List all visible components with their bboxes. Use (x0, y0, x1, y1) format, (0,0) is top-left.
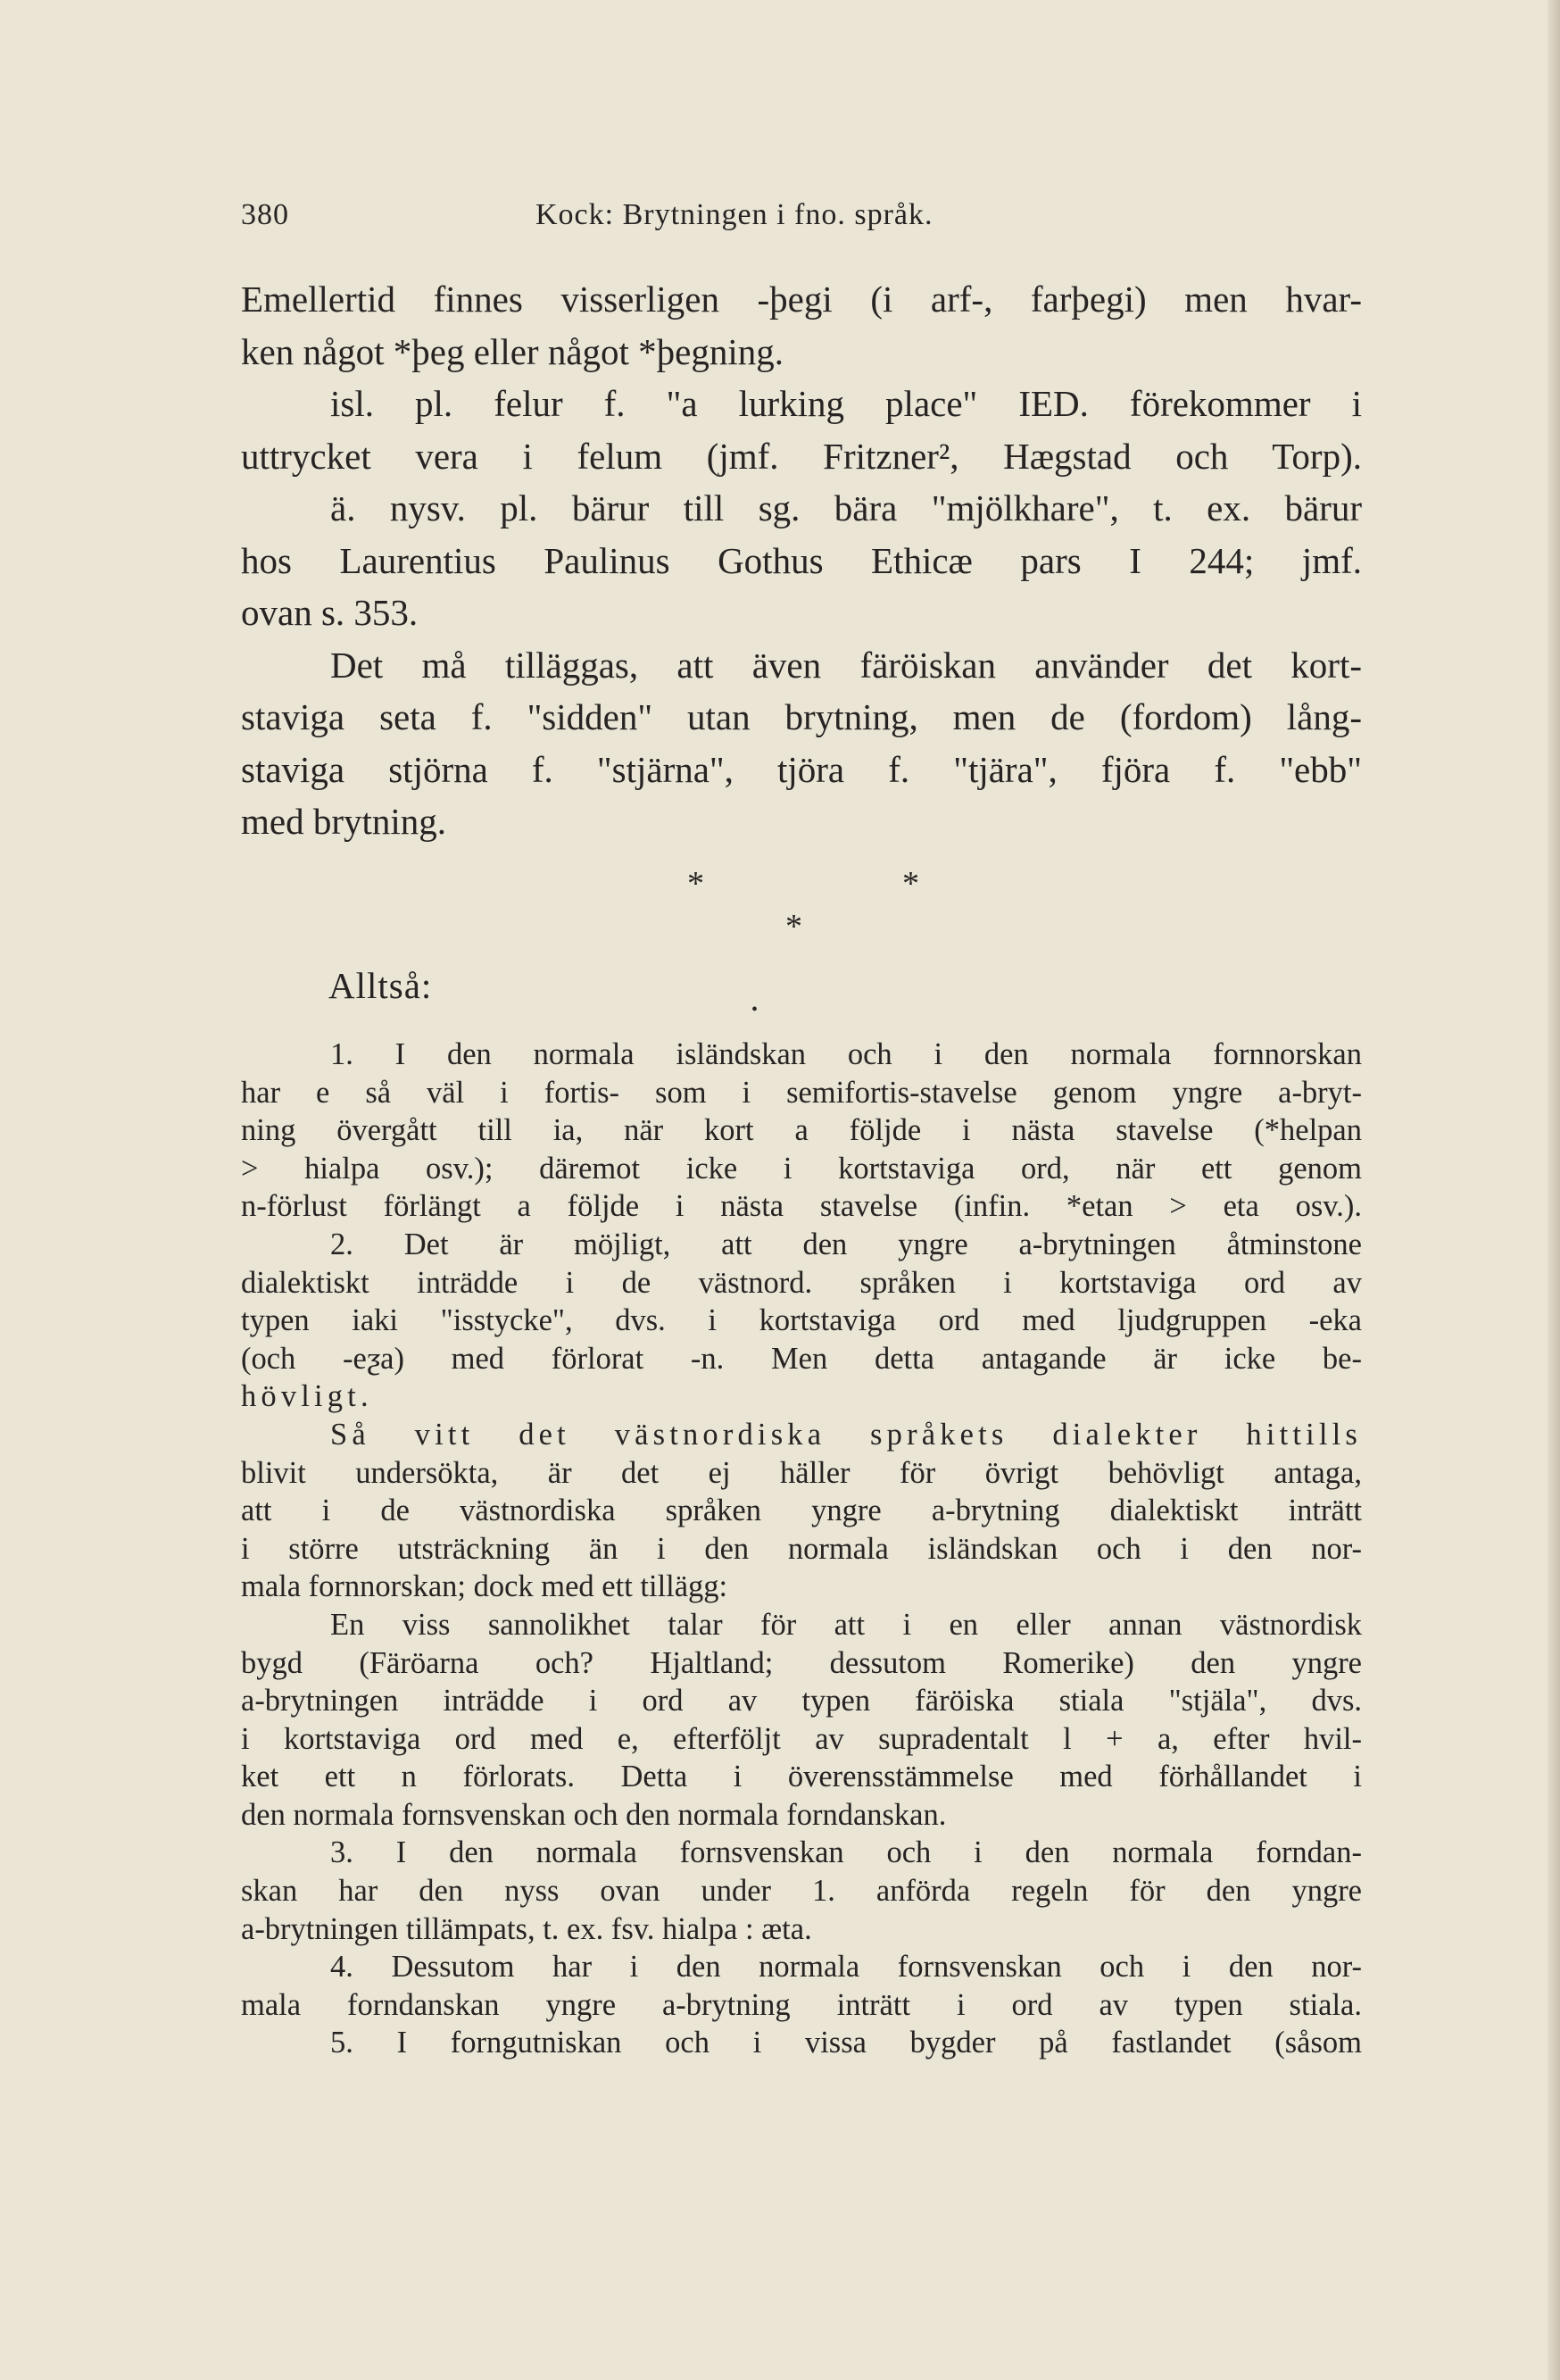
section-separator (687, 864, 919, 903)
text-line: 5. I forngutniskan och i vissa bygder på fastlandet (såsom (330, 2026, 1362, 2060)
text-line: Så vitt det västnordiska språkets dialekter hittills (330, 1417, 1362, 1452)
text-line: a-brytningen inträdde i ord av typen färöiska stiala "stjäla", dvs. (241, 1684, 1362, 1718)
text-line: den normala fornsvenskan och den normala forndanskan. (241, 1797, 947, 1832)
stray-mark: • (751, 1000, 759, 1019)
text-line: (och -eƺa) med förlorat -n. Men detta antagande är icke be- (241, 1341, 1362, 1376)
page-number: 380 (241, 198, 289, 231)
text-line: dialektiskt inträdde i de västnord. språken i kortstaviga ord av (241, 1265, 1362, 1300)
text-line: Emellertid finnes visserligen -þegi (i arf-, farþegi) men hvar- (241, 279, 1362, 320)
text-line: uttrycket vera i felum (jmf. Fritzner², Hægstad och Torp). (241, 435, 1362, 477)
text-line: staviga seta f. "sidden" utan brytning, men de (fordom) lång- (241, 696, 1362, 737)
text-line: ovan s. 353. (241, 592, 419, 633)
section-summary (241, 1036, 1362, 2062)
text-line: skan har den nyss ovan under 1. anförda regeln för den yngre (241, 1874, 1362, 1909)
summary-heading: Alltså: (328, 965, 433, 1006)
text-line: blivit undersökta, är det ej häller för övrigt behövligt antaga, (241, 1455, 1362, 1490)
text-line: ning övergått till ia, när kort a följde i nästa stavelse (*helpan (241, 1113, 1362, 1148)
text-line: i större utsträckning än i den normala isländskan och i den nor- (241, 1531, 1362, 1566)
text-line: 2. Det är möjligt, att den yngre a-brytningen åtminstone (330, 1227, 1362, 1261)
text-line: ket ett n förlorats. Detta i överensstämmelse med förhållandet i (241, 1760, 1362, 1794)
text-line: med brytning. (241, 801, 447, 842)
text-line: typen iaki "isstycke", dvs. i kortstaviga ord med ljudgruppen -eka (241, 1303, 1362, 1338)
separator-star: * (687, 865, 704, 903)
text-line: ä. nysv. pl. bärur till sg. bära "mjölkhare", t. ex. bärur (330, 487, 1362, 528)
text-line: a-brytningen tillämpats, t. ex. fsv. hialpa : æta. (241, 1911, 812, 1946)
text-line: bygd (Färöarna och? Hjaltland; dessutom Romerike) den yngre (241, 1645, 1362, 1680)
separator-star: * (785, 908, 802, 945)
text-line: hövligt. (241, 1379, 373, 1414)
text-line: 1. I den normala isländskan och i den normala fornnorskan (330, 1037, 1362, 1071)
text-line: i kortstaviga ord med e, efterföljt av supradentalt l + a, efter hvil- (241, 1721, 1362, 1756)
text-line: har e så väl i fortis- som i semifortis-stavelse genom yngre a-bryt- (241, 1075, 1362, 1110)
text-line: hos Laurentius Paulinus Gothus Ethicæ pars I 244; jmf. (241, 539, 1362, 581)
text-line: En viss sannolikhet talar för att i en eller annan västnordisk (330, 1607, 1362, 1642)
text-line: 3. I den normala fornsvenskan och i den normala forndan- (330, 1835, 1362, 1870)
running-header (241, 198, 1362, 248)
text-line: mala fornnorskan; dock med ett tillägg: (241, 1569, 728, 1604)
text-line: att i de västnordiska språken yngre a-brytning dialektiskt inträtt (241, 1494, 1362, 1528)
text-line: staviga stjörna f. "stjärna", tjöra f. "tjära", fjöra f. "ebb" (241, 748, 1362, 790)
section-exceptions (241, 273, 1362, 848)
text-line: > hialpa osv.); däremot icke i kortstaviga ord, när ett genom (241, 1151, 1362, 1186)
separator-star: * (902, 865, 919, 903)
text-line: Det må tilläggas, att även färöiskan använder det kort- (330, 644, 1362, 686)
text-line: n-förlust förlängt a följde i nästa stavelse (infin. *etan > eta osv.). (241, 1189, 1362, 1224)
text-line: mala forndanskan yngre a-brytning inträtt i ord av typen stiala. (241, 1987, 1362, 2022)
text-line: ken något *þeg eller något *þegning. (241, 330, 784, 372)
page-edge-shadow (1548, 0, 1560, 2380)
running-title: Kock: Brytningen i fno. språk. (535, 198, 934, 231)
text-line: isl. pl. felur f. "a lurking place" IED. förekommer i (330, 383, 1362, 424)
text-line: 4. Dessutom har i den normala fornsvenskan och i den nor- (330, 1950, 1362, 1985)
